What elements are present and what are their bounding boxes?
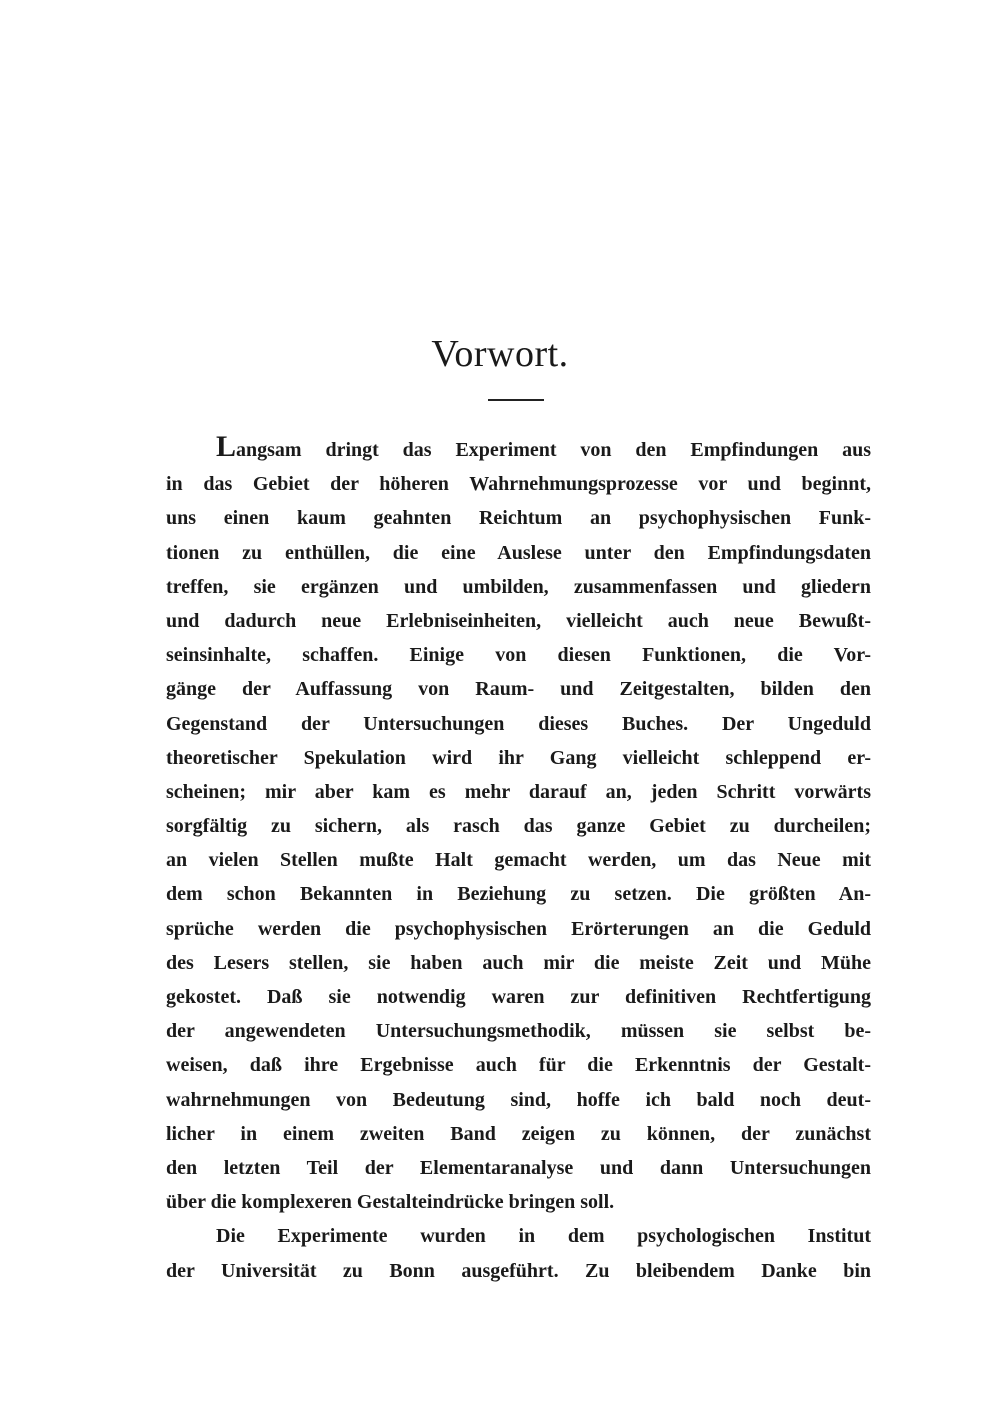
- paragraph-1-line-7: seinsinhalte, schaffen. Einige von diesen Funktionen, die Vor-: [166, 644, 871, 667]
- paragraph-1-line-19: weisen, daß ihre Ergebnisse auch für die Erkenntnis der Gestalt-: [166, 1054, 871, 1077]
- paragraph-1-line-12: sorgfältig zu sichern, als rasch das ganze Gebiet zu durcheilen;: [166, 815, 871, 838]
- paragraph-1-line-22: den letzten Teil der Elementaranalyse und dann Untersuchungen: [166, 1156, 871, 1179]
- initial-letter: L: [216, 433, 237, 463]
- paragraph-1-line-15: sprüche werden die psychophysischen Erörterungen an die Geduld: [166, 917, 871, 940]
- paragraph-1-line-13: an vielen Stellen mußte Halt gemacht werden, um das Neue mit: [166, 849, 871, 872]
- paragraph-1-line-4: tionen zu enthüllen, die eine Auslese unter den Empfindungsdaten: [166, 541, 871, 564]
- page-title: Vorwort.: [431, 333, 569, 375]
- body-text: [166, 433, 871, 1288]
- paragraph-1-line-20: wahrnehmungen von Bedeutung sind, hoffe ich bald noch deut-: [166, 1088, 871, 1111]
- paragraph-1-line-11: scheinen; mir aber kam es mehr darauf an, jeden Schritt vorwärts: [166, 780, 871, 803]
- paragraph-1-line-3: uns einen kaum geahnten Reichtum an psychophysischen Funk-: [166, 507, 871, 530]
- paragraph-1-line-23: über die komplexeren Gestalteindrücke bringen soll.: [166, 1191, 615, 1214]
- paragraph-1-line-9: Gegenstand der Untersuchungen dieses Buches. Der Ungeduld: [166, 712, 871, 735]
- paragraph-2-line-1: Die Experimente wurden in dem psychologischen Institut: [216, 1225, 871, 1248]
- paragraph-1-line-17: gekostet. Daß sie notwendig waren zur definitiven Rechtfertigung: [166, 986, 871, 1008]
- paragraph-1-line-10: theoretischer Spekulation wird ihr Gang vielleicht schleppend er-: [166, 746, 871, 769]
- paragraph-1-line-21: licher in einem zweiten Band zeigen zu können, der zunächst: [166, 1122, 871, 1145]
- paragraph-1-line-6: und dadurch neue Erlebniseinheiten, vielleicht auch neue Bewußt-: [166, 609, 871, 632]
- paragraph-2-line-2: der Universität zu Bonn ausgeführt. Zu bleibendem Danke bin: [166, 1259, 871, 1282]
- paragraph-1-line-18: der angewendeten Untersuchungsmethodik, müssen sie selbst be-: [166, 1020, 871, 1043]
- paragraph-1-line-16: des Lesers stellen, sie haben auch mir die meiste Zeit und Mühe: [166, 951, 871, 974]
- paragraph-1-line-2: in das Gebiet der höheren Wahrnehmungsprozesse vor und beginnt,: [166, 473, 871, 496]
- paragraph-1-line-1: Langsam dringt das Experiment von den Empfindungen aus: [166, 433, 871, 467]
- paragraph-1-line-8: gänge der Auffassung von Raum- und Zeitgestalten, bilden den: [166, 678, 871, 701]
- paragraph-1-line-14: dem schon Bekannten in Beziehung zu setzen. Die größten An-: [166, 883, 871, 906]
- title-rule: [488, 399, 544, 401]
- paragraph-1-line-5: treffen, sie ergänzen und umbilden, zusammenfassen und gliedern: [166, 575, 871, 598]
